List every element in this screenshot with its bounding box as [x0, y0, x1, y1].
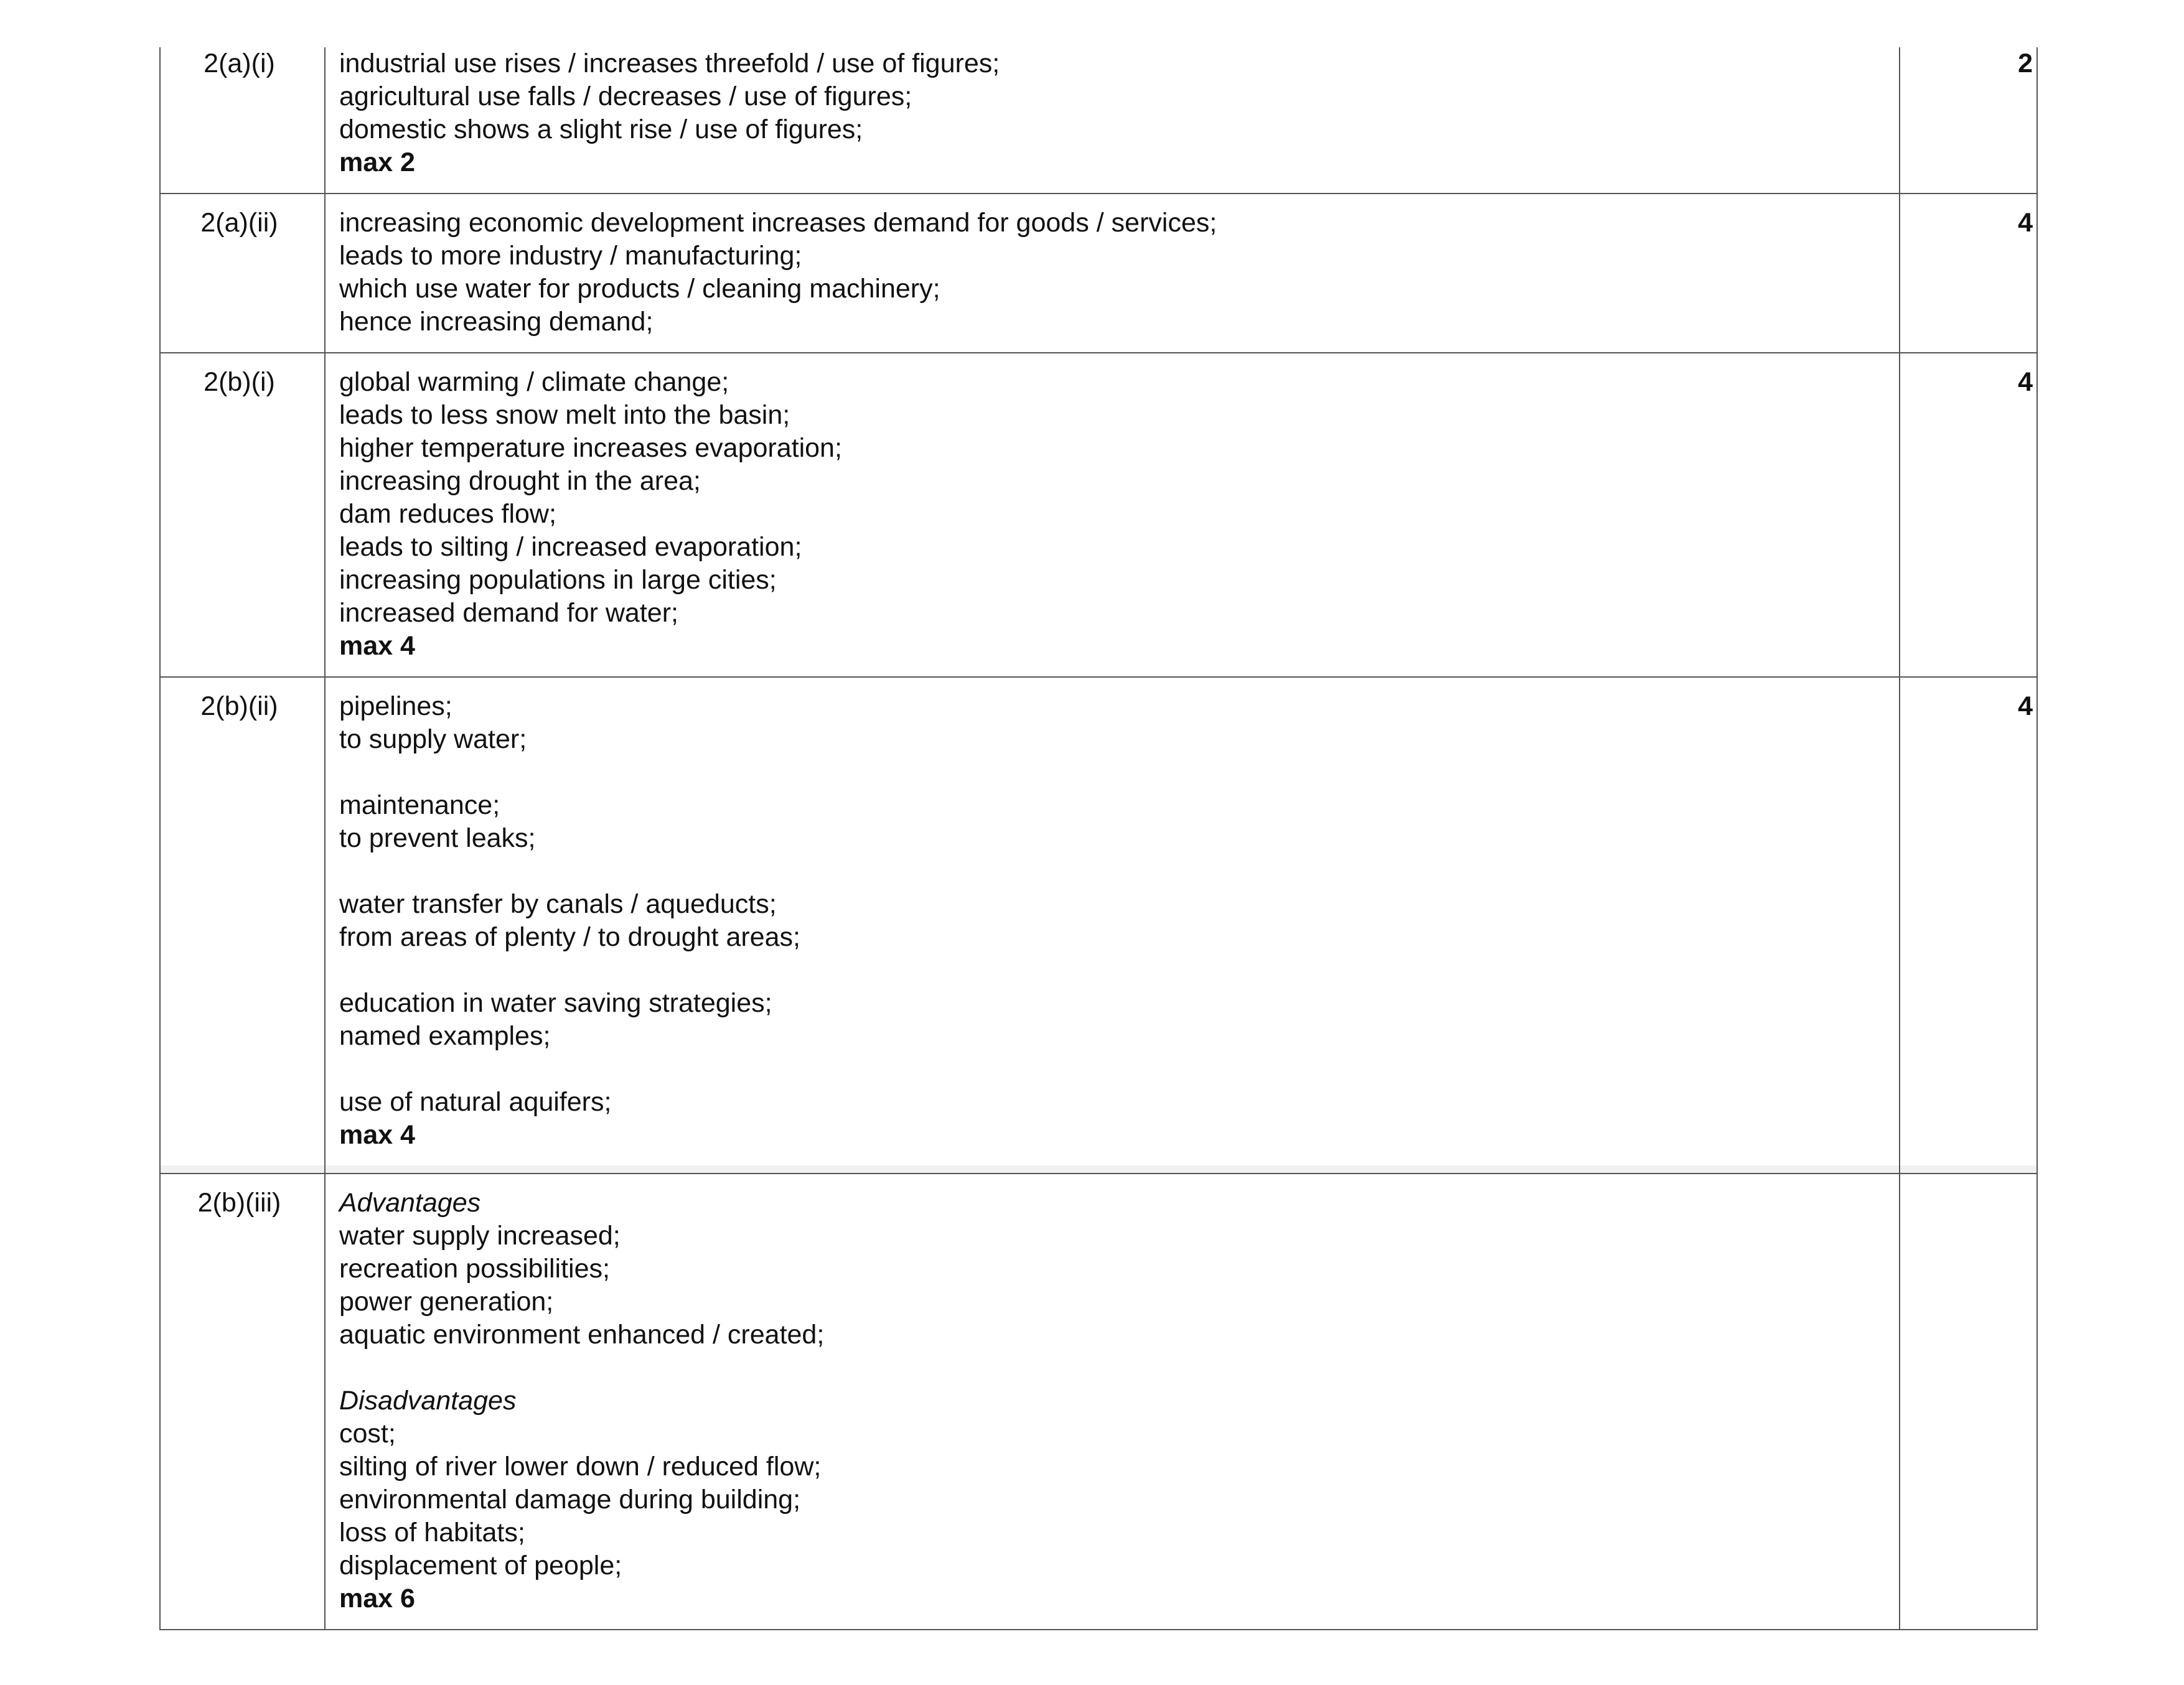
- answer-line: [339, 954, 1893, 987]
- answer-line: to supply water;: [339, 724, 527, 754]
- answer-line: domestic shows a slight rise / use of figures;: [339, 114, 863, 144]
- answer-line: environmental damage during building;: [339, 1485, 801, 1515]
- answer-cell: [325, 1174, 1900, 1630]
- marks-value: [1900, 1174, 2037, 1630]
- answer-line: displacement of people;: [339, 1551, 622, 1580]
- question-number: 2(b)(i): [160, 353, 325, 677]
- answer-line: increasing economic development increases demand for goods / services;: [339, 208, 1217, 238]
- mark-scheme-table: [159, 47, 2038, 1630]
- answer-line: pipelines;: [339, 691, 452, 721]
- answer-line: power generation;: [339, 1287, 554, 1317]
- marks-value: 4: [1900, 194, 2037, 353]
- answer-line: education in water saving strategies;: [339, 988, 772, 1018]
- question-number: 2(a)(i): [160, 47, 325, 194]
- answer-line: leads to silting / increased evaporation;: [339, 532, 802, 562]
- answer-line: silting of river lower down / reduced flow;: [339, 1452, 822, 1482]
- answer-line: aquatic environment enhanced / created;: [339, 1320, 825, 1350]
- answer-line: leads to less snow melt into the basin;: [339, 400, 790, 430]
- answer-line: [339, 855, 1893, 888]
- answer-line: increasing populations in large cities;: [339, 565, 777, 595]
- max-marks-line: max 4: [339, 631, 415, 661]
- answer-cell: [325, 194, 1900, 353]
- section-divider: [160, 1165, 2037, 1174]
- answer-line: loss of habitats;: [339, 1518, 525, 1547]
- answer-line: recreation possibilities;: [339, 1254, 610, 1284]
- marks-value: 2: [1900, 47, 2037, 194]
- answer-line: [339, 756, 1893, 789]
- answer-cell: [325, 677, 1900, 1165]
- answer-line: water transfer by canals / aqueducts;: [339, 889, 777, 919]
- answer-line: use of natural aquifers;: [339, 1087, 612, 1117]
- table-row: [160, 353, 2037, 677]
- answer-line: cost;: [339, 1419, 396, 1449]
- answer-line: increased demand for water;: [339, 598, 678, 628]
- answer-line: industrial use rises / increases threefold / use of figures;: [339, 49, 1000, 78]
- answer-cell: [325, 353, 1900, 677]
- divider-cell: [325, 1165, 1900, 1174]
- answer-line: which use water for products / cleaning machinery;: [339, 274, 940, 304]
- answer-line: water supply increased;: [339, 1221, 621, 1251]
- max-marks-line: max 6: [339, 1584, 415, 1613]
- table-row: [160, 1174, 2037, 1630]
- answer-line: to prevent leaks;: [339, 823, 536, 853]
- answer-line: agricultural use falls / decreases / use of figures;: [339, 82, 912, 111]
- table-row: [160, 47, 2037, 194]
- answer-line: [339, 1053, 1893, 1086]
- table-row: [160, 677, 2037, 1165]
- answer-line: [339, 1351, 1893, 1384]
- subheading-line: Advantages: [339, 1188, 481, 1218]
- answer-line: higher temperature increases evaporation;: [339, 433, 842, 463]
- marks-value: 4: [1900, 353, 2037, 677]
- max-marks-line: max 2: [339, 147, 415, 177]
- answer-line: named examples;: [339, 1021, 551, 1051]
- answer-line: maintenance;: [339, 790, 500, 820]
- subheading-line: Disadvantages: [339, 1386, 517, 1416]
- divider-cell: [160, 1165, 325, 1174]
- marks-value: 4: [1900, 677, 2037, 1165]
- question-number: 2(b)(ii): [160, 677, 325, 1165]
- question-number: 2(b)(iii): [160, 1174, 325, 1630]
- answer-line: from areas of plenty / to drought areas;: [339, 922, 800, 952]
- divider-cell: [1900, 1165, 2037, 1174]
- answer-line: increasing drought in the area;: [339, 466, 701, 496]
- answer-line: dam reduces flow;: [339, 499, 556, 529]
- max-marks-line: max 4: [339, 1120, 415, 1150]
- answer-cell: [325, 47, 1900, 194]
- answer-line: hence increasing demand;: [339, 307, 654, 337]
- table-row: [160, 194, 2037, 353]
- answer-line: global warming / climate change;: [339, 367, 729, 397]
- question-number: 2(a)(ii): [160, 194, 325, 353]
- answer-line: leads to more industry / manufacturing;: [339, 241, 802, 271]
